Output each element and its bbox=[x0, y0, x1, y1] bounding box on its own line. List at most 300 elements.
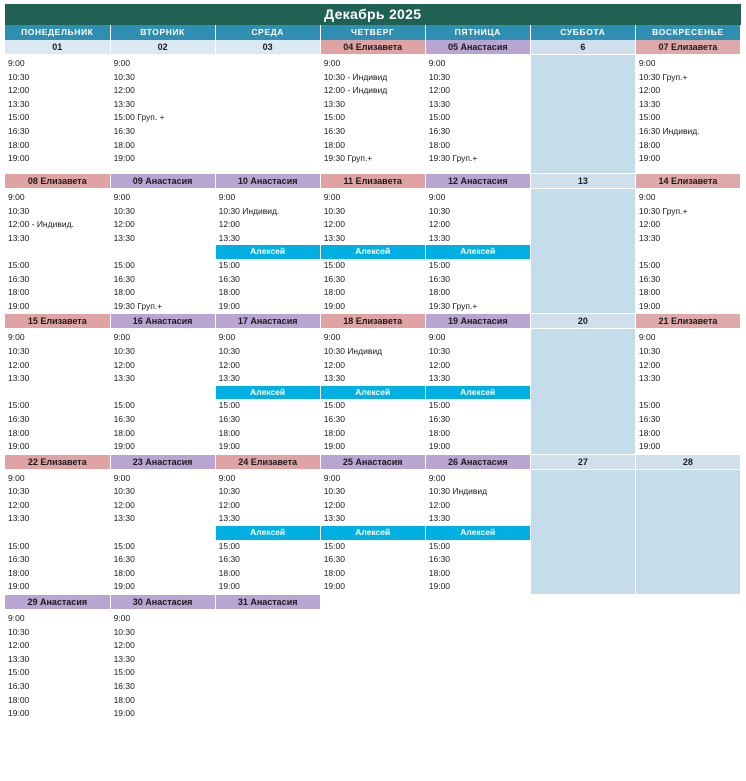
time-slot[interactable]: 13:30 bbox=[8, 513, 30, 524]
day-header-cell[interactable] bbox=[530, 595, 635, 610]
time-slot[interactable]: 19:00 bbox=[8, 441, 30, 452]
time-slot[interactable]: 10:30 bbox=[113, 626, 135, 637]
time-slot[interactable] bbox=[8, 386, 110, 400]
day-cell[interactable] bbox=[215, 55, 320, 174]
time-slot[interactable] bbox=[114, 245, 215, 259]
time-slot[interactable]: 15:00 bbox=[428, 400, 451, 411]
time-slot[interactable]: 15:00 bbox=[638, 400, 661, 411]
time-slot[interactable]: 18:00 bbox=[8, 427, 30, 438]
day-cell[interactable] bbox=[320, 329, 425, 454]
day-cell[interactable] bbox=[425, 469, 530, 594]
time-slot[interactable]: 16:30 bbox=[8, 681, 30, 691]
time-slot-list bbox=[636, 470, 740, 472]
time-slot[interactable]: 15:00 bbox=[113, 667, 135, 678]
time-slot[interactable]: 15:00 bbox=[323, 259, 345, 270]
time-slot[interactable]: 12:00 bbox=[113, 499, 135, 510]
time-slot[interactable]: 12:00 bbox=[323, 219, 345, 230]
day-cell[interactable] bbox=[110, 610, 215, 729]
time-slot[interactable]: 16:30 bbox=[113, 273, 135, 284]
time-slot[interactable]: 13:30 bbox=[8, 653, 30, 664]
time-slot[interactable]: 10:30 bbox=[218, 486, 240, 497]
time-slot[interactable]: 18:00 bbox=[638, 139, 661, 150]
day-cell[interactable] bbox=[635, 189, 740, 314]
time-slot[interactable] bbox=[8, 245, 110, 259]
time-slot[interactable]: 16:30 bbox=[218, 273, 240, 284]
time-slot[interactable]: 12:00 bbox=[218, 219, 240, 230]
time-slot[interactable]: 19:00 bbox=[8, 708, 30, 719]
time-slot[interactable] bbox=[114, 526, 215, 540]
weekday-header-thursday: ЧЕТВЕРГ bbox=[320, 25, 425, 40]
time-slot[interactable]: 15:00 bbox=[323, 400, 345, 411]
time-slot[interactable]: 13:30 bbox=[218, 232, 240, 243]
time-slot[interactable]: 19:00 bbox=[638, 441, 661, 452]
time-slot[interactable]: 10:30 bbox=[638, 345, 661, 356]
time-slot[interactable]: 12:00 bbox=[428, 499, 451, 510]
time-slot[interactable] bbox=[114, 386, 215, 400]
time-slot[interactable]: 9:00 bbox=[8, 192, 25, 202]
time-slot[interactable]: 19:00 bbox=[8, 300, 30, 311]
day-header-cell[interactable]: 17 Анастасия bbox=[215, 314, 320, 329]
day-header-cell[interactable]: 24 Елизавета bbox=[215, 454, 320, 469]
day-header-cell[interactable]: 25 Анастасия bbox=[320, 454, 425, 469]
time-slot[interactable]: 10:30 bbox=[113, 71, 135, 82]
time-slot[interactable]: 9:00 bbox=[113, 58, 131, 68]
day-cell[interactable] bbox=[530, 329, 635, 454]
time-slot[interactable]: 16:30 Индивид. bbox=[638, 125, 700, 136]
time-slot[interactable]: 16:30 bbox=[8, 273, 30, 284]
time-slot[interactable]: 13:30 bbox=[218, 513, 240, 524]
coach-label: Алексей bbox=[216, 386, 320, 400]
time-slot[interactable]: 13:30 bbox=[638, 373, 661, 384]
time-slot[interactable]: 16:30 bbox=[323, 413, 345, 424]
time-slot-list bbox=[111, 470, 215, 594]
time-slot[interactable]: 18:00 bbox=[113, 287, 135, 298]
time-slot[interactable]: 18:00 bbox=[218, 567, 240, 578]
time-slot[interactable]: 19:00 bbox=[113, 708, 135, 719]
time-slot[interactable]: 12:00 bbox=[8, 640, 30, 651]
schedule-calendar bbox=[5, 4, 741, 729]
time-slot[interactable]: 15:00 bbox=[113, 540, 135, 551]
day-cell[interactable] bbox=[425, 55, 530, 174]
time-slot[interactable]: 16:30 bbox=[113, 554, 135, 565]
day-cell[interactable] bbox=[425, 329, 530, 454]
day-cell[interactable] bbox=[635, 55, 740, 174]
day-header-cell[interactable]: 08 Елизавета bbox=[5, 174, 110, 189]
page-title: Декабрь 2025 bbox=[5, 4, 741, 25]
day-cell[interactable] bbox=[215, 189, 320, 314]
day-cell[interactable] bbox=[215, 610, 320, 729]
time-slot[interactable]: 19:00 bbox=[8, 153, 30, 164]
day-header-cell[interactable]: 16 Анастасия bbox=[110, 314, 215, 329]
time-slot[interactable]: 10:30 Индивид bbox=[428, 486, 488, 497]
time-slot[interactable]: 16:30 bbox=[428, 413, 451, 424]
time-slot-list bbox=[5, 55, 110, 166]
time-slot[interactable]: 16:30 bbox=[113, 413, 135, 424]
time-slot[interactable]: 18:00 bbox=[323, 139, 345, 150]
time-slot[interactable]: 10:30 - Индивид bbox=[323, 71, 388, 82]
time-slot[interactable]: 15:00 bbox=[428, 112, 451, 123]
time-slot[interactable]: 12:00 bbox=[638, 219, 661, 230]
day-header-cell[interactable]: 11 Елизавета bbox=[320, 174, 425, 189]
time-slot[interactable]: 10:30 bbox=[113, 345, 135, 356]
time-slot[interactable]: 18:00 bbox=[218, 427, 240, 438]
day-header-cell[interactable]: 05 Анастасия bbox=[425, 40, 530, 55]
time-slot[interactable]: 10:30 bbox=[428, 345, 451, 356]
time-slot[interactable]: 19:30 Груп.+ bbox=[113, 300, 163, 311]
day-header-cell[interactable]: 21 Елизавета bbox=[635, 314, 740, 329]
time-slot[interactable]: 16:30 bbox=[428, 125, 451, 136]
time-slot[interactable]: 15:00 bbox=[113, 259, 135, 270]
time-slot[interactable]: 19:00 bbox=[323, 300, 345, 311]
time-slot[interactable]: 15:00 bbox=[218, 400, 240, 411]
day-header-cell[interactable]: 20 bbox=[530, 314, 635, 329]
time-slot[interactable]: 18:00 bbox=[8, 139, 30, 150]
time-slot[interactable]: 13:30 bbox=[113, 373, 135, 384]
time-slot[interactable]: 18:00 bbox=[8, 567, 30, 578]
day-cell[interactable] bbox=[320, 610, 425, 729]
day-cell[interactable] bbox=[110, 329, 215, 454]
time-slot[interactable]: 12:00 - Индивид bbox=[323, 85, 388, 96]
time-slot[interactable]: 19:00 bbox=[428, 581, 451, 592]
time-slot[interactable]: 16:30 bbox=[323, 125, 345, 136]
time-slot[interactable]: 9:00 bbox=[638, 192, 656, 202]
day-header-cell[interactable]: 04 Елизавета bbox=[320, 40, 425, 55]
time-slot[interactable]: 13:30 bbox=[8, 98, 30, 109]
time-slot[interactable]: 15:00 bbox=[323, 540, 345, 551]
coach-label: Алексей bbox=[321, 386, 425, 400]
time-slot[interactable]: 10:30 Груп.+ bbox=[638, 205, 688, 216]
time-slot[interactable]: 15:00 bbox=[8, 259, 30, 270]
time-slot[interactable]: 12:00 - Индивид. bbox=[8, 219, 74, 230]
day-cell[interactable] bbox=[215, 329, 320, 454]
day-cell[interactable] bbox=[530, 469, 635, 594]
time-slot[interactable]: 18:00 bbox=[428, 567, 451, 578]
time-slot[interactable]: 18:00 bbox=[323, 287, 345, 298]
time-slot[interactable]: 10:30 Груп.+ bbox=[638, 71, 688, 82]
time-slot[interactable]: 13:30 bbox=[638, 232, 661, 243]
time-slot[interactable]: 13:30 bbox=[428, 232, 451, 243]
time-slot[interactable]: 9:00 bbox=[8, 332, 25, 343]
time-slot[interactable]: 15:00 bbox=[428, 259, 451, 270]
day-cell[interactable] bbox=[530, 610, 635, 729]
time-slot-list bbox=[216, 329, 320, 453]
time-slot[interactable]: 16:30 bbox=[428, 273, 451, 284]
day-header-cell[interactable]: 22 Елизавета bbox=[5, 454, 110, 469]
day-cell[interactable] bbox=[320, 469, 425, 594]
time-slot[interactable]: 13:30 bbox=[638, 98, 661, 109]
day-cell[interactable] bbox=[5, 469, 110, 594]
time-slot[interactable]: 9:00 bbox=[323, 192, 341, 202]
time-slot[interactable]: 16:30 bbox=[113, 125, 135, 136]
time-slot[interactable]: 10:30 bbox=[8, 205, 30, 216]
day-header-cell[interactable]: 28 bbox=[635, 454, 740, 469]
time-slot[interactable]: 9:00 bbox=[113, 472, 131, 483]
time-slot[interactable]: 12:00 bbox=[428, 359, 451, 370]
time-slot[interactable]: 16:30 bbox=[638, 273, 661, 284]
time-slot[interactable]: 9:00 bbox=[8, 58, 25, 68]
time-slot[interactable]: 18:00 bbox=[8, 287, 30, 298]
time-slot-list bbox=[216, 470, 320, 594]
time-slot[interactable]: 15:00 bbox=[218, 540, 240, 551]
time-slot[interactable]: 15:00 bbox=[428, 540, 451, 551]
time-slot[interactable]: 12:00 bbox=[218, 359, 240, 370]
day-header-cell[interactable] bbox=[635, 595, 740, 610]
time-slot[interactable]: 13:30 bbox=[323, 373, 345, 384]
coach-label: Алексей bbox=[426, 526, 530, 540]
time-slot[interactable]: 10:30 bbox=[8, 345, 30, 356]
day-header-cell[interactable]: 14 Елизавета bbox=[635, 174, 740, 189]
time-slot[interactable]: 15:00 bbox=[8, 667, 30, 678]
time-slot[interactable]: 16:30 bbox=[323, 554, 345, 565]
time-slot[interactable]: 9:00 bbox=[218, 192, 236, 202]
time-slot-list bbox=[216, 610, 320, 612]
time-slot-list bbox=[216, 189, 320, 313]
time-slot[interactable]: 19:00 bbox=[113, 581, 135, 592]
time-slot[interactable]: 16:30 bbox=[113, 681, 135, 691]
day-cell[interactable] bbox=[5, 329, 110, 454]
time-slot[interactable]: 10:30 bbox=[8, 71, 30, 82]
time-slot[interactable]: 19:00 bbox=[113, 153, 135, 164]
time-slot[interactable]: 12:00 bbox=[8, 359, 30, 370]
time-slot[interactable]: 10:30 Индивид bbox=[323, 345, 383, 356]
time-slot[interactable]: 18:00 bbox=[323, 567, 345, 578]
time-slot[interactable]: 13:30 bbox=[8, 232, 30, 243]
time-slot[interactable]: 10:30 bbox=[113, 486, 135, 497]
time-slot[interactable]: 18:00 bbox=[428, 427, 451, 438]
day-header-cell[interactable]: 02 bbox=[110, 40, 215, 55]
time-slot[interactable]: 12:00 bbox=[428, 85, 451, 96]
time-slot[interactable]: 16:30 bbox=[428, 554, 451, 565]
time-slot[interactable]: 12:00 bbox=[113, 359, 135, 370]
day-header-cell[interactable]: 12 Анастасия bbox=[425, 174, 530, 189]
time-slot[interactable]: 10:30 bbox=[8, 486, 30, 497]
time-slot[interactable]: 19:30 Груп.+ bbox=[428, 300, 478, 311]
day-header-cell[interactable] bbox=[320, 595, 425, 610]
day-cell[interactable] bbox=[215, 469, 320, 594]
time-slot[interactable]: 9:00 bbox=[218, 472, 236, 483]
time-slot[interactable]: 19:00 bbox=[218, 581, 240, 592]
day-cell[interactable] bbox=[425, 189, 530, 314]
time-slot[interactable]: 18:00 bbox=[8, 694, 30, 705]
time-slot[interactable]: 9:00 bbox=[113, 192, 131, 202]
day-header-cell[interactable]: 6 bbox=[530, 40, 635, 55]
day-cell[interactable] bbox=[635, 610, 740, 729]
time-slot[interactable]: 12:00 bbox=[113, 640, 135, 651]
weekday-header-sunday: ВОСКРЕСЕНЬЕ bbox=[635, 25, 740, 40]
day-cell[interactable] bbox=[635, 469, 740, 594]
week-slots-row bbox=[5, 610, 741, 729]
time-slot[interactable]: 9:00 bbox=[113, 613, 131, 624]
time-slot[interactable]: 15:00 bbox=[638, 112, 661, 123]
day-header-cell[interactable]: 23 Анастасия bbox=[110, 454, 215, 469]
week-daynumber-row bbox=[5, 454, 741, 469]
time-slot[interactable]: 13:30 bbox=[8, 373, 30, 384]
day-header-cell[interactable]: 15 Елизавета bbox=[5, 314, 110, 329]
time-slot[interactable]: 18:00 bbox=[113, 139, 135, 150]
time-slot[interactable]: 15:00 bbox=[113, 400, 135, 411]
time-slot[interactable]: 9:00 bbox=[638, 58, 656, 68]
day-header-cell[interactable]: 30 Анастасия bbox=[110, 595, 215, 610]
time-slot[interactable]: 13:30 bbox=[113, 653, 135, 664]
day-cell[interactable] bbox=[635, 329, 740, 454]
time-slot[interactable]: 18:00 bbox=[218, 287, 240, 298]
time-slot[interactable]: 19:30 Груп.+ bbox=[323, 153, 373, 164]
time-slot-list bbox=[531, 329, 635, 331]
time-slot[interactable]: 10:30 bbox=[113, 205, 135, 216]
time-slot[interactable]: 16:30 bbox=[638, 413, 661, 424]
day-cell[interactable] bbox=[425, 610, 530, 729]
time-slot[interactable]: 12:00 bbox=[323, 499, 345, 510]
time-slot[interactable]: 18:00 bbox=[428, 139, 451, 150]
time-slot[interactable]: 12:00 bbox=[638, 85, 661, 96]
coach-label: Алексей bbox=[216, 526, 320, 540]
time-slot[interactable]: 15:00 bbox=[8, 540, 30, 551]
time-slot[interactable]: 9:00 bbox=[8, 613, 25, 624]
time-slot[interactable]: 13:30 bbox=[428, 513, 451, 524]
weekday-header-monday: ПОНЕДЕЛЬНИК bbox=[5, 25, 110, 40]
time-slot[interactable]: 16:30 bbox=[218, 413, 240, 424]
time-slot[interactable] bbox=[639, 245, 740, 259]
time-slot[interactable]: 18:00 bbox=[638, 287, 661, 298]
time-slot[interactable]: 12:00 bbox=[8, 499, 30, 510]
time-slot[interactable]: 19:00 bbox=[638, 300, 661, 311]
time-slot[interactable]: 12:00 bbox=[323, 359, 345, 370]
time-slot[interactable]: 10:30 Индивид. bbox=[218, 205, 280, 216]
time-slot[interactable]: 13:30 bbox=[323, 513, 345, 524]
day-cell[interactable] bbox=[5, 189, 110, 314]
time-slot-list bbox=[111, 610, 215, 721]
time-slot[interactable]: 15:00 bbox=[8, 112, 30, 123]
time-slot-list bbox=[5, 610, 110, 721]
day-cell[interactable] bbox=[320, 55, 425, 174]
day-header-cell[interactable]: 03 bbox=[215, 40, 320, 55]
time-slot-list bbox=[5, 329, 110, 453]
time-slot[interactable]: 9:00 bbox=[638, 332, 656, 343]
time-slot[interactable]: 15:00 bbox=[218, 259, 240, 270]
time-slot[interactable]: 18:00 bbox=[113, 567, 135, 578]
day-header-cell[interactable]: 07 Елизавета bbox=[635, 40, 740, 55]
time-slot[interactable]: 16:30 bbox=[8, 125, 30, 136]
time-slot[interactable]: 13:30 bbox=[113, 513, 135, 524]
day-cell[interactable] bbox=[110, 55, 215, 174]
time-slot-list bbox=[321, 610, 425, 612]
time-slot[interactable]: 18:00 bbox=[428, 287, 451, 298]
time-slot[interactable]: 19:00 bbox=[428, 441, 451, 452]
time-slot[interactable]: 9:00 bbox=[8, 472, 25, 483]
time-slot[interactable]: 15:00 bbox=[8, 400, 30, 411]
time-slot[interactable] bbox=[639, 386, 740, 400]
time-slot[interactable]: 9:00 bbox=[323, 332, 341, 343]
time-slot[interactable]: 16:30 bbox=[218, 554, 240, 565]
time-slot[interactable]: 13:30 bbox=[218, 373, 240, 384]
time-slot[interactable]: 13:30 bbox=[113, 98, 135, 109]
time-slot[interactable]: 10:30 bbox=[428, 71, 451, 82]
day-header-cell[interactable]: 26 Анастасия bbox=[425, 454, 530, 469]
day-header-cell[interactable]: 31 Анастасия bbox=[215, 595, 320, 610]
time-slot[interactable]: 16:30 bbox=[323, 273, 345, 284]
time-slot[interactable]: 19:00 bbox=[323, 581, 345, 592]
day-cell[interactable] bbox=[5, 55, 110, 174]
day-cell[interactable] bbox=[110, 469, 215, 594]
time-slot[interactable]: 18:00 bbox=[113, 694, 135, 705]
weekday-header-wednesday: СРЕДА bbox=[215, 25, 320, 40]
time-slot[interactable]: 10:30 bbox=[8, 626, 30, 637]
day-cell[interactable] bbox=[530, 189, 635, 314]
time-slot[interactable]: 9:00 bbox=[323, 472, 341, 483]
time-slot[interactable]: 19:00 bbox=[638, 153, 661, 164]
day-header-cell[interactable]: 29 Анастасия bbox=[5, 595, 110, 610]
time-slot[interactable]: 19:00 bbox=[323, 441, 345, 452]
day-cell[interactable] bbox=[110, 189, 215, 314]
time-slot[interactable]: 9:00 bbox=[428, 332, 446, 343]
day-header-cell[interactable]: 01 bbox=[5, 40, 110, 55]
time-slot[interactable]: 10:30 bbox=[428, 205, 451, 216]
time-slot[interactable]: 9:00 bbox=[218, 332, 236, 343]
day-header-cell[interactable]: 10 Анастасия bbox=[215, 174, 320, 189]
time-slot[interactable]: 13:30 bbox=[113, 232, 135, 243]
time-slot-list bbox=[636, 329, 740, 453]
time-slot[interactable]: 19:00 bbox=[113, 441, 135, 452]
day-cell[interactable] bbox=[320, 189, 425, 314]
time-slot[interactable]: 18:00 bbox=[113, 427, 135, 438]
day-header-cell[interactable]: 09 Анастасия bbox=[110, 174, 215, 189]
day-cell[interactable] bbox=[530, 55, 635, 174]
time-slot[interactable]: 18:00 bbox=[323, 427, 345, 438]
time-slot[interactable]: 12:00 bbox=[218, 499, 240, 510]
time-slot[interactable]: 15:00 bbox=[323, 112, 345, 123]
calendar-body bbox=[5, 40, 741, 729]
time-slot[interactable]: 10:30 bbox=[323, 486, 345, 497]
time-slot[interactable]: 19:00 bbox=[8, 581, 30, 592]
time-slot[interactable]: 9:00 bbox=[428, 472, 446, 483]
time-slot[interactable]: 12:00 bbox=[428, 219, 451, 230]
time-slot[interactable]: 13:30 bbox=[323, 232, 345, 243]
time-slot[interactable]: 16:30 bbox=[8, 554, 30, 565]
time-slot[interactable]: 13:30 bbox=[323, 98, 345, 109]
time-slot[interactable]: 12:00 bbox=[638, 359, 661, 370]
day-cell[interactable] bbox=[5, 610, 110, 729]
time-slot[interactable]: 15:00 Груп. + bbox=[113, 112, 165, 123]
day-header-cell[interactable]: 27 bbox=[530, 454, 635, 469]
week-daynumber-row bbox=[5, 174, 741, 189]
time-slot[interactable]: 12:00 bbox=[113, 85, 135, 96]
time-slot[interactable]: 10:30 bbox=[218, 345, 240, 356]
day-header-cell[interactable] bbox=[425, 595, 530, 610]
time-slot[interactable]: 9:00 bbox=[113, 332, 131, 343]
time-slot[interactable]: 16:30 bbox=[8, 413, 30, 424]
time-slot[interactable]: 9:00 bbox=[428, 58, 446, 68]
time-slot[interactable]: 13:30 bbox=[428, 98, 451, 109]
time-slot[interactable]: 9:00 bbox=[323, 58, 341, 68]
week-slots-row bbox=[5, 469, 741, 594]
time-slot-list bbox=[531, 470, 635, 472]
time-slot[interactable]: 19:00 bbox=[218, 441, 240, 452]
time-slot[interactable]: 19:00 bbox=[218, 300, 240, 311]
time-slot[interactable] bbox=[8, 526, 110, 540]
time-slot[interactable]: 18:00 bbox=[638, 427, 661, 438]
time-slot[interactable]: 12:00 bbox=[8, 85, 30, 96]
time-slot[interactable]: 15:00 bbox=[638, 259, 661, 270]
day-header-cell[interactable]: 13 bbox=[530, 174, 635, 189]
time-slot[interactable]: 9:00 bbox=[428, 192, 446, 202]
time-slot[interactable]: 10:30 bbox=[323, 205, 345, 216]
time-slot-list bbox=[636, 610, 740, 612]
time-slot[interactable]: 12:00 bbox=[113, 219, 135, 230]
time-slot[interactable]: 19:30 Груп.+ bbox=[428, 153, 478, 164]
day-header-cell[interactable]: 19 Анастасия bbox=[425, 314, 530, 329]
day-header-cell[interactable]: 18 Елизавета bbox=[320, 314, 425, 329]
time-slot[interactable]: 13:30 bbox=[428, 373, 451, 384]
